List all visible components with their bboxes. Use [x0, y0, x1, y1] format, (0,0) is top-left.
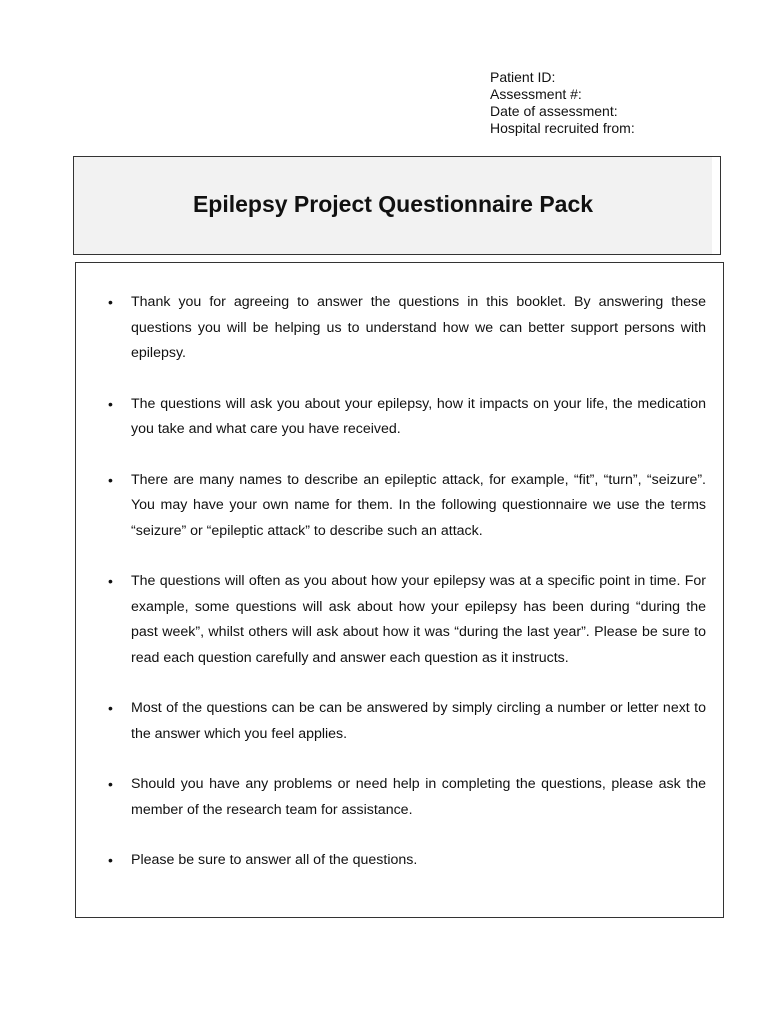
bullet-icon: •	[108, 852, 113, 868]
patient-header-fields	[490, 69, 635, 137]
list-item-text: Please be sure to answer all of the questions.	[131, 852, 418, 868]
date-of-assessment-label: Date of assessment:	[490, 103, 618, 119]
assessment-number-label: Assessment #:	[490, 86, 582, 102]
bullet-icon: •	[108, 573, 113, 589]
instructions-box	[75, 262, 724, 918]
title-banner	[73, 156, 721, 255]
bullet-icon: •	[108, 776, 113, 792]
bullet-icon: •	[108, 471, 113, 488]
list-item-text: There are many names to describe an epileptic attack, for example, “fit”, “turn”, “seizure”. You may have your own name for them. In the following questionnaire we use the terms “seizure” or “epileptic attack” to describe such an attack.	[131, 471, 706, 539]
list-item-text: Should you have any problems or need help in completing the questions, please ask the member of the research team for assistance.	[131, 776, 706, 818]
list-item	[106, 696, 706, 747]
bullet-icon: •	[108, 700, 113, 716]
list-item	[106, 290, 706, 367]
list-item-text: The questions will often as you about how your epilepsy was at a specific point in time. For example, some questions will ask about how your epilepsy has been during “during the past week”, whilst others will ask about how it was “during the last year”. Please be sure to read each question carefully and answer each question as it instructs.	[131, 573, 706, 666]
bullet-icon: •	[108, 395, 113, 412]
page-title: Epilepsy Project Questionnaire Pack	[192, 191, 594, 217]
bullet-icon: •	[108, 294, 113, 310]
list-item	[106, 392, 706, 443]
list-item	[106, 772, 706, 823]
list-item-text: The questions will ask you about your epilepsy, how it impacts on your life, the medication you take and what care you have received.	[131, 395, 706, 437]
list-item-text: Thank you for agreeing to answer the questions in this booklet. By answering these questions you will be helping us to understand how we can better support persons with epilepsy.	[131, 294, 706, 361]
list-item	[106, 468, 706, 545]
list-item	[106, 848, 706, 874]
patient-id-label: Patient ID:	[490, 69, 556, 85]
instructions-list	[106, 290, 706, 899]
list-item	[106, 569, 706, 671]
hospital-recruited-from-label: Hospital recruited from:	[490, 120, 635, 136]
list-item-text: Most of the questions can be can be answered by simply circling a number or letter next to the answer which you feel applies.	[131, 700, 706, 742]
